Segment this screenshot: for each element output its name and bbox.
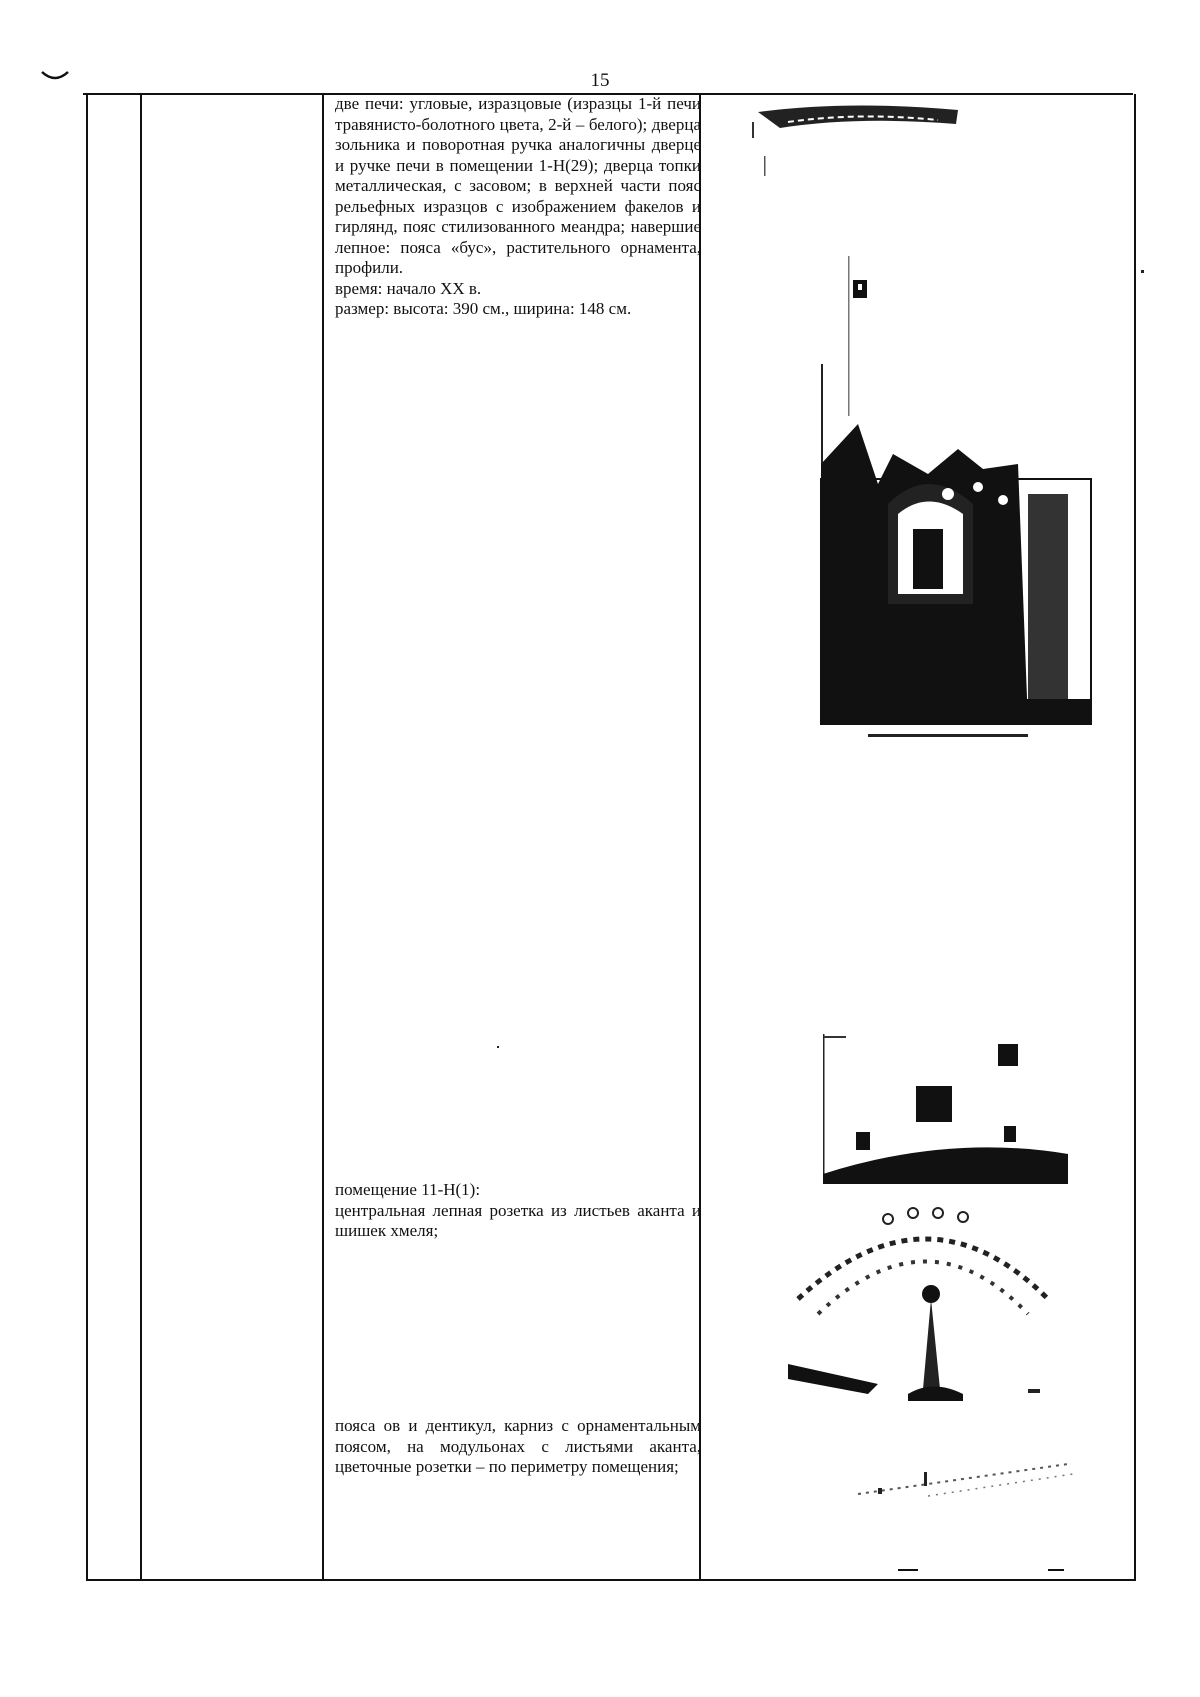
scan-speck: [1141, 270, 1144, 273]
room-11-description: [335, 1180, 701, 1242]
stove-description-text: две печи: угловые, изразцовые (изразцы 1-й печи травянисто-болотного цвета, 2-й – белого); дверца зольника и поворотная ручка аналогичны дверце и ручке печи в помещении 1-Н(29); дверца топки металлическая, с засовом; в верхней части пояс рельефных изразцов с изображением факелов и гирлянд, пояс стилизованного меандра; навершие лепное: пояса «бус», растительного орнамента, профили.: [335, 94, 701, 277]
object-table: [86, 94, 1136, 1581]
scan-speck: [497, 1046, 499, 1048]
page-number: 15: [590, 70, 610, 91]
stove-description: [335, 94, 701, 320]
rosette-description: центральная лепная розетка из листьев аканта и шишек хмеля;: [335, 1200, 701, 1240]
column-divider-2: [322, 94, 324, 1579]
stove-size: размер: высота: 390 см., ширина: 148 см.: [335, 299, 632, 318]
column-divider-1: [140, 94, 142, 1579]
ceiling-rosette-photo: [728, 1189, 1108, 1419]
cornice-description: [335, 1416, 701, 1478]
stove-top-photo: [728, 98, 1108, 188]
cornice-description-text: пояса ов и дентикул, карниз с орнаментальным поясом, на модульонах с листьями аканта, цветочные розетки – по периметру помещения;: [335, 1416, 701, 1476]
stove-photo: [728, 244, 1108, 774]
cornice-photo: [728, 1424, 1108, 1574]
stove-date: время: начало XX в.: [335, 278, 482, 298]
stove-base-photo: [728, 994, 1108, 1194]
room-heading: помещение 11-Н(1):: [335, 1180, 481, 1199]
